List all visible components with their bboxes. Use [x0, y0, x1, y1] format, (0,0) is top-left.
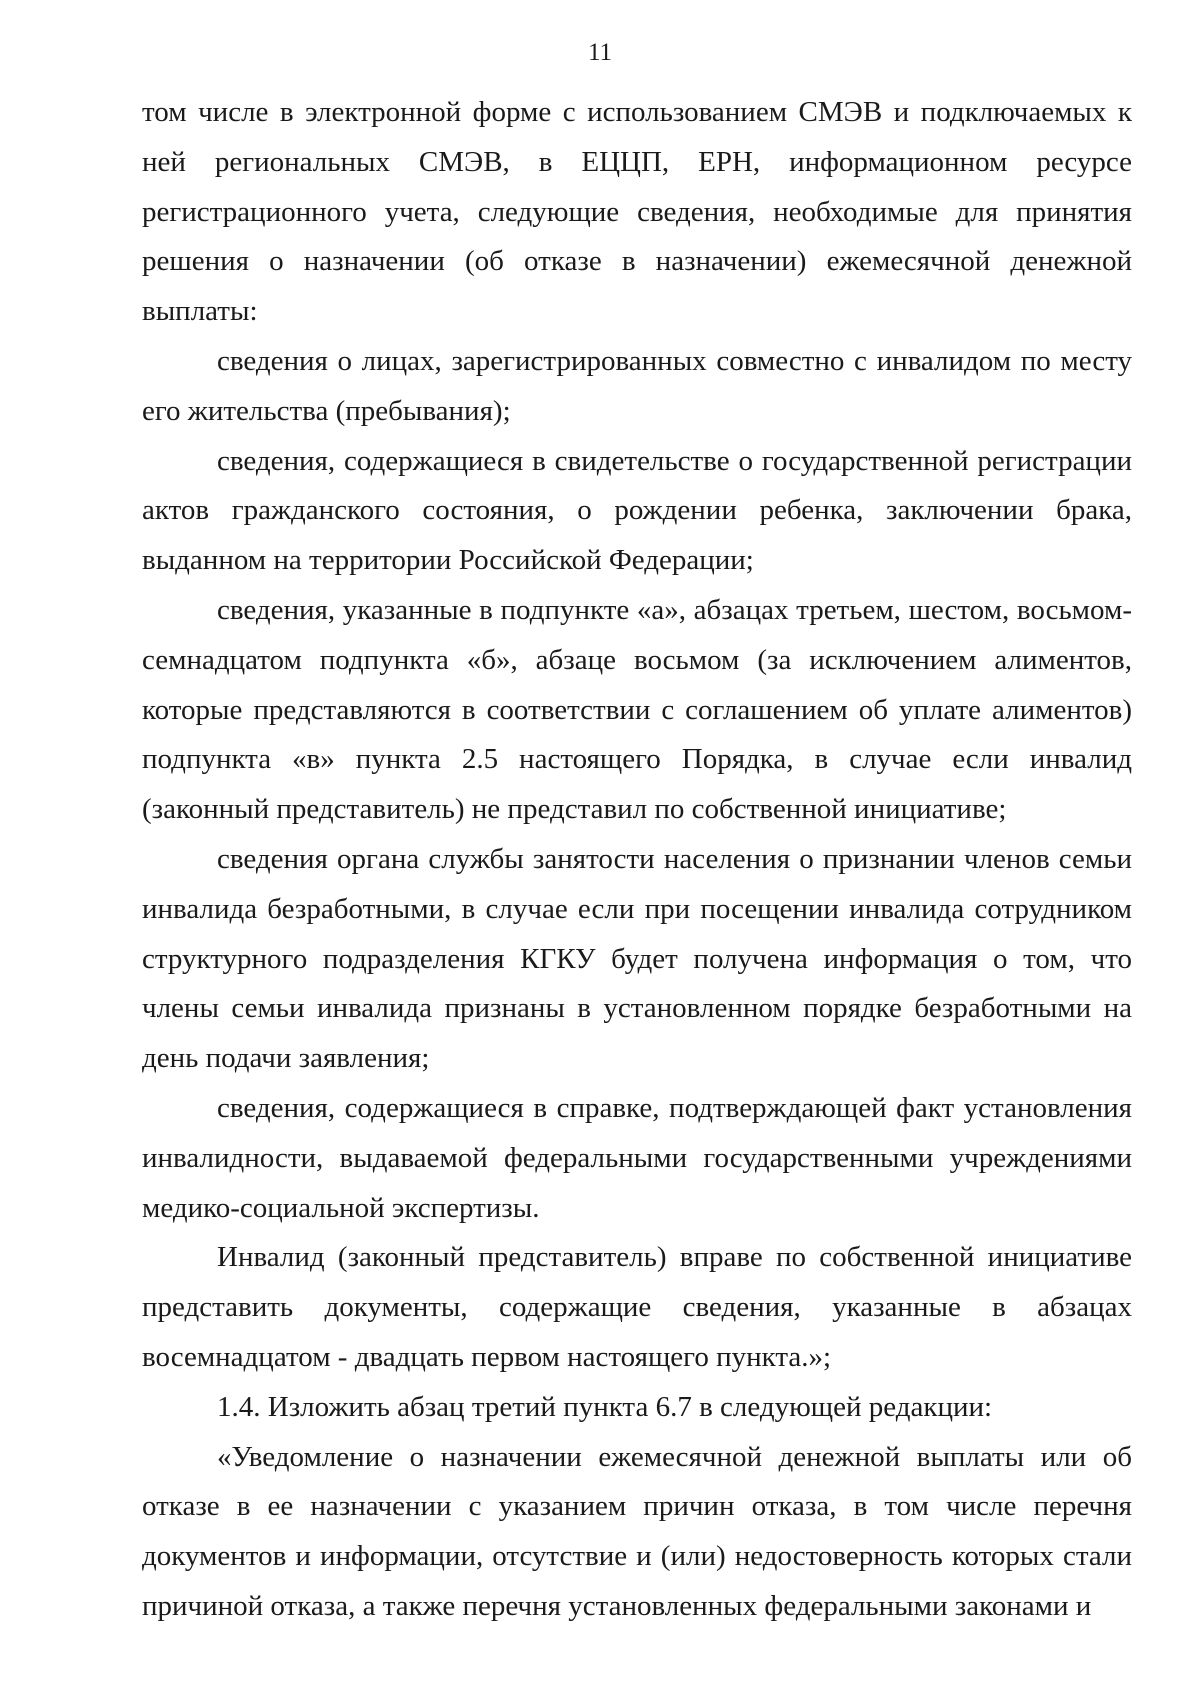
page-number: 11 [587, 39, 613, 66]
paragraph-1: том числе в электронной форме с использованием СМЭВ и подключаемых к ней региональных СМЭВ, в ЕЦЦП, ЕРН, информационном ресурсе регистрационного учета, следующие сведения, необходимые для принятия решения о назначении (об отказе в назначении) ежемесячной денежной выплаты: [142, 96, 1132, 328]
paragraph-5: сведения органа службы занятости населения о признании членов семьи инвалида безработными, в случае если при посещении инвалида сотрудником структурного подразделения КГКУ будет получена информация о том, что члены семьи инвалида признаны в установленном порядке безработными на день подачи заявления; [142, 842, 1132, 1075]
paragraph-6: сведения, содержащиеся в справке, подтверждающей факт установления инвалидности, выдаваемой федеральными государственными учреждениями медико-социальной экспертизы. [142, 1091, 1132, 1224]
paragraph-2: сведения о лицах, зарегистрированных совместно с инвалидом по месту его жительства (пребывания); [142, 344, 1132, 427]
paragraph-9: «Уведомление о назначении ежемесячной денежной выплаты или об отказе в ее назначении с указанием причин отказа, в том числе перечня документов и информации, отсутствие и (или) недостоверность которых стали причиной отказа, а также перечня установленных федеральными законами и [142, 1440, 1132, 1622]
paragraph-4: сведения, указанные в подпункте «а», абзацах третьем, шестом, восьмом-семнадцатом подпункта «б», абзаце восьмом (за исключением алиментов, которые представляются в соответствии с соглашением об уплате алиментов) подпункта «в» пункта 2.5 настоящего Порядка, в случае если инвалид (законный представитель) не представил по собственной инициативе; [142, 593, 1132, 826]
document-body [142, 88, 1132, 1632]
paragraph-8: 1.4. Изложить абзац третий пункта 6.7 в следующей редакции: [217, 1390, 993, 1423]
paragraph-3: сведения, содержащиеся в свидетельстве о государственной регистрации актов гражданского состояния, о рождении ребенка, заключении брака, выданном на территории Российской Федерации; [142, 444, 1132, 577]
paragraph-7: Инвалид (законный представитель) вправе по собственной инициативе представить документы, содержащие сведения, указанные в абзацах восемнадцатом - двадцать первом настоящего пункта.»; [142, 1241, 1132, 1373]
